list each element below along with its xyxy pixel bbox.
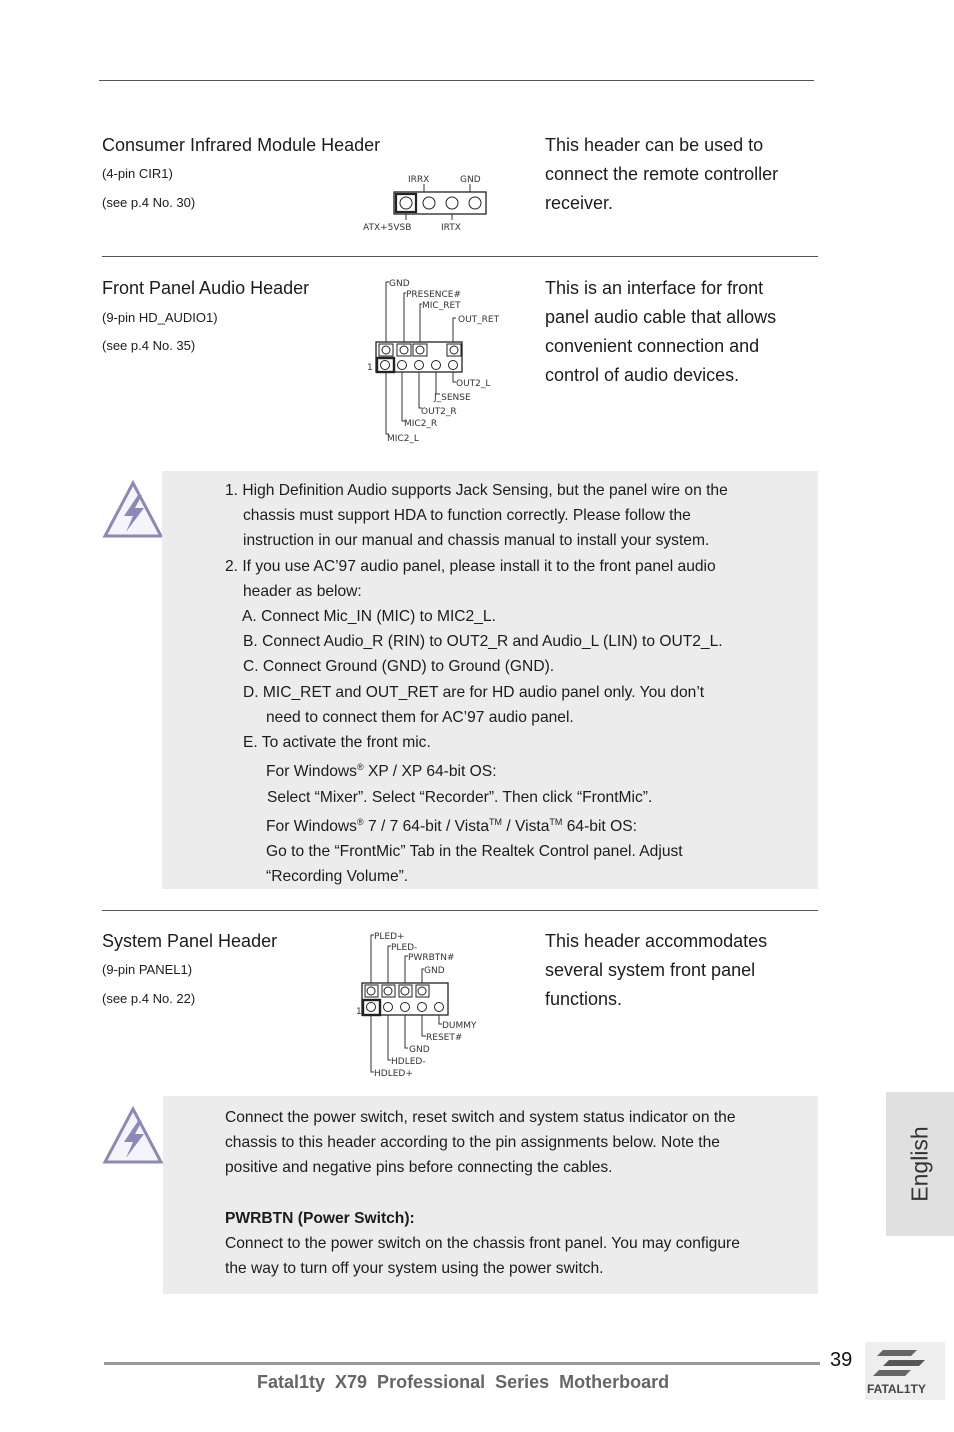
note-line <box>225 810 815 839</box>
pin-label-j-sense: J_SENSE <box>434 393 471 403</box>
warning-icon <box>102 1106 164 1166</box>
note-line: Connect to the power switch on the chassis front panel. You may configure <box>225 1234 740 1252</box>
audio-desc-line: control of audio devices. <box>545 365 740 385</box>
pin-label-irtx: IRTX <box>441 223 461 233</box>
note-line: chassis must support HDA to function correctly. Please follow the <box>243 507 691 525</box>
pin-label-reset: RESET# <box>426 1033 463 1043</box>
cir-page-ref: (see p.4 No. 30) <box>102 195 196 210</box>
audio-title: Front Panel Audio Header <box>102 278 310 298</box>
pin-label-gnd-2: GND <box>409 1045 430 1055</box>
note-line: B. Connect Audio_R (RIN) to OUT2_R and Audio_L (LIN) to OUT2_L. <box>243 633 723 651</box>
pin-label-one: 1 <box>356 1007 362 1017</box>
cir-title: Consumer Infrared Module Header <box>102 135 381 155</box>
note-line: E. To activate the front mic. <box>243 734 431 752</box>
divider-2 <box>102 910 818 911</box>
note-heading: PWRBTN (Power Switch): <box>225 1209 415 1227</box>
registered-mark: ® <box>356 816 364 827</box>
pin-label-out2-l: OUT2_L <box>456 379 491 389</box>
trademark-mark: TM <box>549 816 563 827</box>
note-fragment: For Windows <box>266 763 357 781</box>
cir-desc-line: receiver. <box>545 193 614 213</box>
language-tab-label: English <box>906 1126 933 1202</box>
panel-pinout-diagram <box>354 928 494 1078</box>
pin-label-gnd: GND <box>424 966 445 976</box>
note-line <box>225 755 815 784</box>
audio-desc-line: panel audio cable that allows <box>545 307 777 327</box>
panel-title: System Panel Header <box>102 931 278 951</box>
note-line: Select “Mixer”. Select “Recorder”. Then click “FrontMic”. <box>267 788 653 806</box>
note-line: Connect the power switch, reset switch and system status indicator on the <box>225 1109 736 1126</box>
note-line: positive and negative pins before connecting the cables. <box>225 1159 613 1177</box>
note-fragment: 7 / 7 64-bit / Vista <box>363 818 490 836</box>
cir-desc-line: connect the remote controller <box>545 164 779 184</box>
audio-page-ref: (see p.4 No. 35) <box>102 338 196 353</box>
pin-label-out-ret: OUT_RET <box>458 315 500 325</box>
cir-pin-count: (4-pin CIR1) <box>102 166 173 181</box>
divider-1 <box>102 256 818 257</box>
pin-label-presence: PRESENCE# <box>406 290 462 300</box>
panel-page-ref: (see p.4 No. 22) <box>102 991 196 1006</box>
pin-label-mic2-l: MIC2_L <box>387 434 419 444</box>
note-line: D. MIC_RET and OUT_RET are for HD audio panel only. You don’t <box>243 683 705 701</box>
fatal1ty-logo <box>865 1342 945 1400</box>
panel-desc-line: This header accommodates <box>545 931 768 951</box>
note-line: 2. If you use AC’97 audio panel, please install it to the front panel audio <box>225 557 716 575</box>
note-power-text <box>225 1105 810 1281</box>
audio-desc-line: This is an interface for front <box>545 278 764 298</box>
pin-label-irrx: IRRX <box>408 175 430 185</box>
pin-label-mic-ret: MIC_RET <box>422 301 461 311</box>
audio-description <box>545 274 776 390</box>
registered-mark: ® <box>356 762 364 773</box>
pin-label-atx5vsb: ATX+5VSB <box>363 223 412 233</box>
pin-label-mic2-r: MIC2_R <box>404 419 438 429</box>
note-line: C. Connect Ground (GND) to Ground (GND). <box>243 658 555 676</box>
note-line: Go to the “FrontMic” Tab in the Realtek Control panel. Adjust <box>266 843 683 861</box>
note-line: need to connect them for AC’97 audio panel. <box>266 708 574 726</box>
pin-label-one: 1 <box>367 363 373 373</box>
panel-description <box>545 927 767 1014</box>
pin-label-gnd: GND <box>460 175 481 185</box>
audio-desc-line: convenient connection and <box>545 336 760 356</box>
trademark-mark: TM <box>489 816 503 827</box>
page-number: 39 <box>830 1349 853 1371</box>
note-line: “Recording Volume”. <box>266 868 409 886</box>
note-line: chassis to this header according to the pin assignments below. Note the <box>225 1134 720 1152</box>
note-line: instruction in our manual and chassis manual to install your system. <box>243 532 710 550</box>
fatal1ty-emblem-icon <box>865 1342 945 1400</box>
note-fragment: For Windows <box>266 818 357 836</box>
pin-label-hdled-minus: HDLED- <box>391 1057 426 1067</box>
language-tab <box>886 1092 954 1236</box>
pin-label-pled-plus: PLED+ <box>374 932 405 942</box>
cir-pinout-diagram <box>360 168 500 238</box>
pin-label-out2-r: OUT2_R <box>421 407 457 417</box>
top-rule <box>99 80 814 81</box>
audio-pin-count: (9-pin HD_AUDIO1) <box>102 310 218 325</box>
pin-label-pwrbtn: PWRBTN# <box>408 953 455 963</box>
pin-label-gnd: GND <box>389 279 410 289</box>
note-line: A. Connect Mic_IN (MIC) to MIC2_L. <box>242 608 496 626</box>
note-line: the way to turn off your system using the power switch. <box>225 1260 604 1278</box>
footer-rule <box>104 1362 820 1365</box>
cir-description <box>545 131 778 218</box>
note-fragment: XP / XP 64-bit OS: <box>363 763 497 781</box>
note-line: header as below: <box>243 582 362 600</box>
pin-label-hdled-plus: HDLED+ <box>374 1069 413 1078</box>
warning-icon <box>102 480 164 540</box>
note-line: 1. High Definition Audio supports Jack Sensing, but the panel wire on the <box>225 482 728 499</box>
note-audio-text <box>225 478 815 890</box>
note-fragment: 64-bit OS: <box>562 818 637 836</box>
panel-desc-line: several system front panel <box>545 960 756 980</box>
panel-desc-line: functions. <box>545 989 623 1009</box>
pin-label-dummy: DUMMY <box>442 1021 477 1031</box>
logo-text: FATAL1TY <box>867 1382 926 1396</box>
footer-title: Fatal1ty X79 Professional Series Motherboard <box>257 1372 670 1392</box>
panel-pin-count: (9-pin PANEL1) <box>102 962 193 977</box>
audio-pinout-diagram <box>364 274 514 446</box>
cir-desc-line: This header can be used to <box>545 135 764 155</box>
pin-label-pled-minus: PLED- <box>391 943 418 953</box>
note-fragment: / Vista <box>502 818 550 836</box>
